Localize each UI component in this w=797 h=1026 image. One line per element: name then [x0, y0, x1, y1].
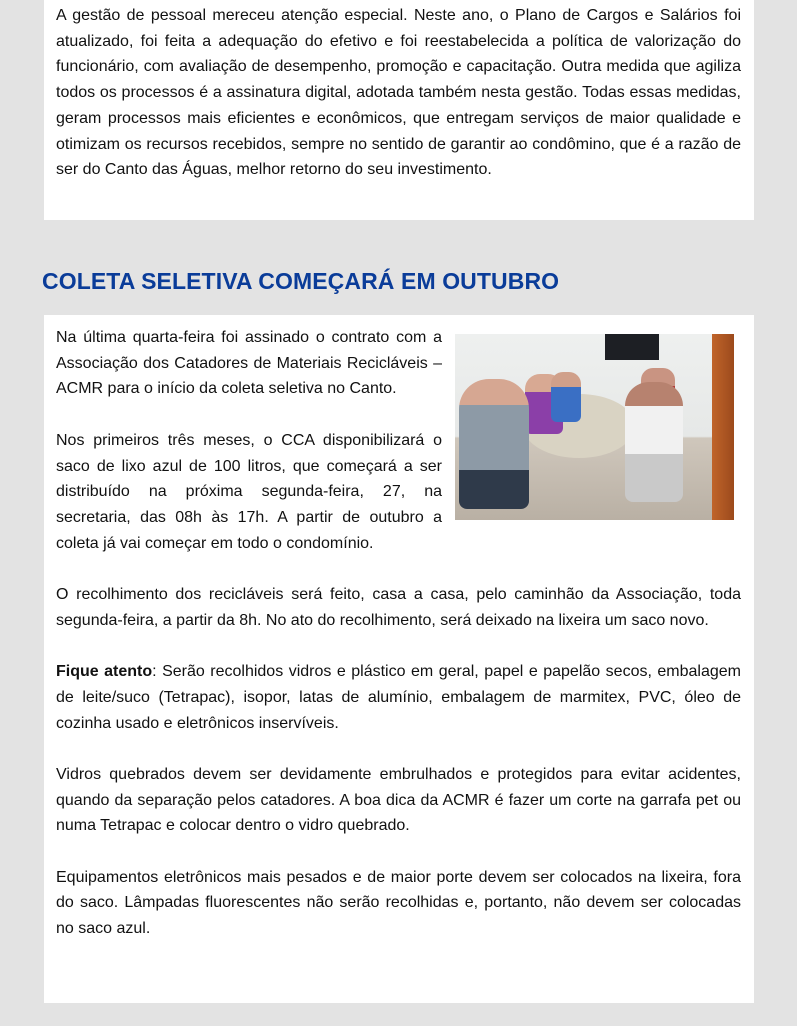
intro-paragraph: A gestão de pessoal mereceu atenção especial. Neste ano, o Plano de Cargos e Salários foi atualizado, foi feita a adequação do efetivo e foi reestabelecida a política de valorização do funcionário, com avaliação de desempenho, promoção e capacitação. Outra medida que agiliza todos os processos é a assinatura digital, adotada também nesta gestão. Todas essas medidas, geram processos mais eficientes e econômicos, que entregam serviços de maior qualidade e otimizam os recursos recebidos, sempre no sentido de garantir ao condômino, que é a razão de ser do Canto das Águas, melhor retorno do seu investimento.: [56, 7, 741, 179]
notice-paragraph: [56, 659, 741, 736]
article-paragraph: Na última quarta-feira foi assinado o contrato com a Associação dos Catadores de Materiais Recicláveis – ACMR para o início da coleta seletiva no Canto.: [56, 329, 442, 398]
article-card: [44, 315, 754, 1003]
notice-label: Fique atento: [56, 663, 153, 681]
notice-text: : Serão recolhidos vidros e plástico em geral, papel e papelão secos, embalagem de leite/suco (Tetrapac), isopor, latas de alumínio, embalagem de marmitex, PVC, óleo de cozinha usado e eletrônicos inservíveis.: [56, 663, 742, 732]
article-paragraph: O recolhimento dos recicláveis será feito, casa a casa, pelo caminhão da Associação, toda segunda-feira, a partir da 8h. No ato do recolhimento, será deixado na lixeira um saco novo.: [56, 586, 741, 629]
article-paragraph: Equipamentos eletrônicos mais pesados e de maior porte devem ser colocados na lixeira, fora do saco. Lâmpadas fluorescentes não serão recolhidas e, portanto, não devem ser colocadas no saco azul.: [56, 868, 741, 938]
intro-card: [44, 0, 754, 220]
article-paragraph: Vidros quebrados devem ser devidamente embrulhados e protegidos para evitar acidentes, quando da separação pelos catadores. A boa dica da ACMR é fazer um corte na garrafa pet ou numa Tetrapac e colocar dentro o vidro quebrado.: [56, 765, 741, 835]
article-paragraph: Nos primeiros três meses, o CCA disponibilizará o saco de lixo azul de 100 litros, que começará a ser distribuído na próxima segunda-feira, 27, na secretaria, das 08h às 17h. A partir de outubro a coleta já vai começar em todo o condomínio.: [56, 431, 442, 552]
article-title: COLETA SELETIVA COMEÇARÁ EM OUTUBRO: [42, 268, 560, 294]
meeting-photo: [455, 334, 734, 520]
